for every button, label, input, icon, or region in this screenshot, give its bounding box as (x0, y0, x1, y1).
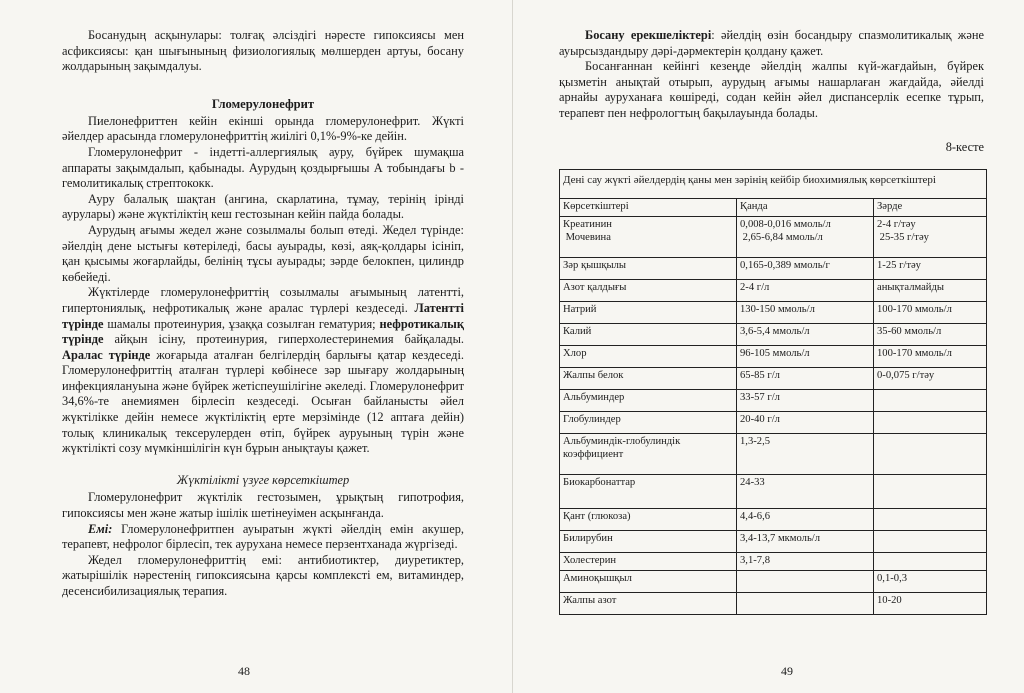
cell-urine (874, 217, 987, 258)
paragraph-5 (62, 285, 464, 457)
paragraph-1: Пиелонефриттен кейін екінші орында гломерулонефрит. Жүкті әйелдер арасында гломерулонефриттің жиілігі 0,1%-9%-ке дейін. (62, 113, 464, 144)
row-name: Натрий (560, 302, 737, 324)
subheading: Жүктілікті үзуге көрсеткіштер (176, 472, 350, 487)
paragraph-4: Аурудың ағымы жедел және созылмалы болып өтеді. Жедел түрінде: әйелдің дене ыстығы көтеріледі, басы ауырады, көзі, аяқ-қолдары ісініп, қан қысымы жоғарлайды, белінің тұсы ауырады; зәрде белокпен, цилиндр көбейеді. (62, 222, 464, 284)
table-number: 8-кесте (945, 139, 984, 154)
row-name: Зәр қышқылы (560, 258, 737, 280)
page-number-right: 49 (781, 664, 793, 678)
right-p1-text: : әйелдің өзін босандыру спазмолитикалық және ауырсыздандыру дәрі-дәрмектерін қолдану қажет. (559, 28, 984, 58)
urine-value: 25-35 г/тәу (879, 231, 929, 243)
p5-bold-mixed: Аралас түрінде (62, 347, 151, 362)
p7-text: Гломерулонефритпен ауыратын жүкті әйелдің емін акушер, терапевт, нефролог бірлесіп, тек аурухана немесе перзентханада жүргізеді. (62, 521, 464, 552)
p5-bold-nephrotic: нефротикалық түрінде (62, 316, 464, 347)
paragraph-3: Ауру балалық шақтан (ангина, скарлатина, тұмау, терінің ірінді аурулары) және жүктіліктің кеш гестозынан кейін пайда болады. (62, 191, 464, 222)
page-number-left: 48 (238, 664, 250, 678)
row-name: Альбуминдік-глобулиндік коэффициент (560, 434, 737, 475)
p5-bold-latent: Латентті түрінде (62, 300, 464, 331)
header-urine: Зәрде (874, 199, 987, 217)
right-paragraph-1 (559, 28, 984, 59)
p5-text-e: жоғарыда аталған белгілердің барлығы қатар кездеседі. Гломерулонефриттің аталған түрлері көбінесе зәр шығару жолдарының инфекциялануына және бүйрек жетіспеушілігіне әкеледі. Гломерулонефрит 34,6%-те анемиямен бірлесіп кездеседі. Осыған байланысты әйел жүктілікке дейін немесе жүктіліктің ерте мерзімінде (12 аптаға дейін) толық клиникалық тексерулерден өтіп, бүйрек ауруының түрін және жүктілікті созу мүмкіншілігін күн бұрын анықтауы қажет. (62, 347, 464, 456)
table-row (560, 553, 987, 571)
table-row (560, 217, 987, 258)
blood-value: 0,165-0,389 ммоль/г (737, 258, 874, 280)
biochem-table (559, 169, 987, 616)
row-name: Креатинин (563, 219, 612, 231)
blood-value (737, 571, 874, 593)
table-header-row (560, 199, 987, 217)
table-row (560, 302, 987, 324)
right-page (512, 0, 1024, 693)
intro-paragraph: Босанудың асқынулары: толғақ әлсіздігі нәресте гипоксиясы мен асфиксиясы: қан шығынының физиологиялық мөлшерден артуы, босану жолдарының зақымдалуы. (62, 28, 464, 74)
row-name: Азот қалдығы (560, 280, 737, 302)
urine-value (874, 475, 987, 509)
blood-value: 3,6-5,4 ммоль/л (737, 324, 874, 346)
urine-value: 1-25 г/тәу (874, 258, 987, 280)
paragraph-8: Жедел гломерулонефриттің емі: антибиотиктер, диуретиктер, жатырішілік нәрестенің гипоксиясына қарсы комплексті ем, витаминдер, десенсибилизациялық терапия. (62, 552, 464, 598)
p5-text-c: шамалы протеинурия, ұзаққа созылған гематурия; (103, 316, 380, 331)
blood-value: 20-40 г/л (737, 412, 874, 434)
urine-value: 0,1-0,3 (874, 571, 987, 593)
blood-value: 33-57 г/л (737, 390, 874, 412)
row-name: Жалпы азот (560, 593, 737, 615)
urine-value: 35-60 ммоль/л (874, 324, 987, 346)
paragraph-6: Гломерулонефрит жүктілік гестозымен, ұрықтың гипотрофия, гипоксиясы мен және жатыр ішілік шетінеуімен асқынғанда. (62, 490, 464, 521)
blood-value: 3,1-7,8 (737, 553, 874, 571)
delivery-features-label: Босану ерекшеліктері (585, 28, 712, 42)
urine-value: 100-170 ммоль/л (874, 346, 987, 368)
p5-text-a: Жүктілерде гломерулонефриттің созылмалы ағымының латентті, гипертониялық, нефротикалық және аралас түрлері кездеседі. (62, 285, 464, 315)
blood-value: 96-105 ммоль/л (737, 346, 874, 368)
blood-value: 65-85 г/л (737, 368, 874, 390)
table-row (560, 258, 987, 280)
cell-blood (737, 217, 874, 258)
row-name: Холестерин (560, 553, 737, 571)
row-name: Глобулиндер (560, 412, 737, 434)
urine-value: 100-170 ммоль/л (874, 302, 987, 324)
row-name: Биокарбонаттар (560, 475, 737, 509)
table-row (560, 368, 987, 390)
table-row (560, 412, 987, 434)
row-name: Билирубин (560, 531, 737, 553)
row-name: Жалпы белок (560, 368, 737, 390)
table-row (560, 531, 987, 553)
row-name: Қант (глюкоза) (560, 509, 737, 531)
row-name: Альбуминдер (560, 390, 737, 412)
section-heading: Гломерулонефрит (211, 96, 315, 111)
blood-value: 3,4-13,7 мкмоль/л (737, 531, 874, 553)
urine-value (874, 531, 987, 553)
table-row (560, 280, 987, 302)
urine-value: 10-20 (874, 593, 987, 615)
header-blood: Қанда (737, 199, 874, 217)
urine-value (874, 509, 987, 531)
blood-value: 1,3-2,5 (737, 434, 874, 475)
urine-value: анықталмайды (874, 280, 987, 302)
urine-value (874, 390, 987, 412)
p5-text-d: айқын ісіну, протеинурия, гиперхолестеринемия байқалады. (103, 332, 464, 347)
table-row (560, 475, 987, 509)
table-row (560, 571, 987, 593)
urine-value (874, 553, 987, 571)
blood-value: 130-150 ммоль/л (737, 302, 874, 324)
table-row (560, 324, 987, 346)
table-row (560, 346, 987, 368)
table-row (560, 593, 987, 615)
urine-value: 2-4 г/тәу (877, 219, 916, 231)
paragraph-2: Гломерулонефрит - індетті-аллергиялық ауру, бүйрек шумақша аппараты зақымдалып, қабынады. Аурудың қоздырғышы А тобындағы b - гемолитикалық стрептококк. (62, 144, 464, 191)
header-indicator: Көрсеткіштері (560, 199, 737, 217)
row-name: Калий (560, 324, 737, 346)
table-row (560, 509, 987, 531)
row-name: Аминоқышқыл (560, 571, 737, 593)
urine-value (874, 434, 987, 475)
row-name: Мочевина (565, 231, 611, 243)
urine-value (874, 412, 987, 434)
treatment-label: Емі: (88, 521, 113, 536)
blood-value (737, 593, 874, 615)
blood-value: 0,008-0,016 ммоль/л (740, 219, 831, 231)
urine-value: 0-0,075 г/тәу (874, 368, 987, 390)
right-paragraph-2: Босанғаннан кейінгі кезеңде әйелдің жалпы күй-жағдайын, бүйрек қызметін анықтай отырып, аурудың ағымы нашарлаған жағдайда, әйелді арнайы ауруханаға көшіреді, содан кейін әйел диспансерлік есепке тұрып, терапевт пен нефрологтың бақылауында болады. (559, 59, 984, 120)
blood-value: 2,65-6,84 ммоль/л (742, 231, 823, 243)
blood-value: 4,4-6,6 (737, 509, 874, 531)
paragraph-7 (62, 522, 464, 553)
table-caption: Дені сау жүкті әйелдердің қаны мен зәрінің кейбір биохимиялық көрсеткіштері (560, 169, 987, 199)
cell-name (560, 217, 737, 258)
table-row (560, 434, 987, 475)
row-name: Хлор (560, 346, 737, 368)
blood-value: 24-33 (737, 475, 874, 509)
blood-value: 2-4 г/л (737, 280, 874, 302)
table-row (560, 390, 987, 412)
